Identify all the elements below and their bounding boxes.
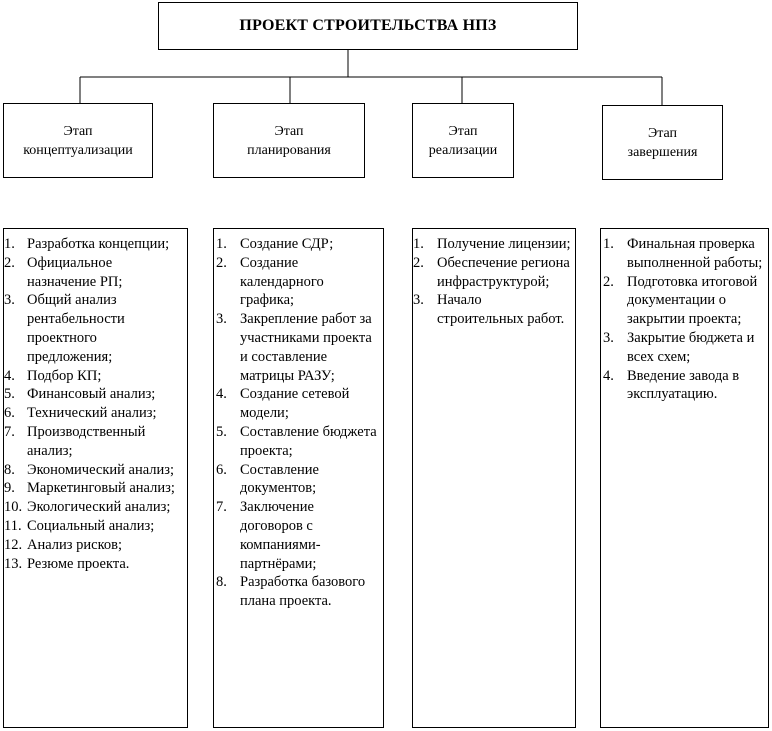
item-text: Создание сетевой модели; — [240, 386, 350, 422]
list-item — [216, 461, 377, 499]
task-list — [216, 235, 377, 611]
list-item — [4, 536, 183, 555]
item-number: 1. — [216, 236, 227, 252]
item-text: Финансовый анализ; — [27, 386, 156, 403]
list-item — [4, 254, 183, 292]
item-number: 4. — [4, 367, 15, 384]
item-text: Заключение договоров с компаниями-партнёрами; — [240, 499, 321, 572]
project-title: ПРОЕКТ СТРОИТЕЛЬСТВА НПЗ — [239, 17, 497, 34]
item-number: 10. — [4, 499, 23, 516]
list-item — [216, 235, 377, 254]
item-text: Создание СДР; — [240, 236, 334, 252]
item-number: 7. — [216, 499, 227, 516]
list-item — [216, 498, 377, 573]
stage-label-line1: Этап — [448, 123, 478, 139]
item-number: 5. — [4, 386, 15, 403]
list-item — [4, 498, 183, 517]
list-item — [216, 310, 377, 385]
list-item — [4, 291, 183, 366]
item-text: Резюме проекта. — [27, 555, 130, 572]
item-text: Составление документов; — [240, 461, 319, 497]
item-text: Закрытие бюджета и всех схем; — [627, 329, 755, 365]
item-number: 3. — [603, 329, 614, 346]
item-number: 2. — [216, 254, 227, 271]
list-item — [603, 273, 764, 329]
list-item — [4, 517, 183, 536]
task-list — [603, 235, 764, 404]
item-number: 2. — [413, 254, 424, 271]
item-text: Маркетинговый анализ; — [27, 480, 175, 497]
stage-label-line1: Этап — [647, 125, 678, 141]
task-list — [4, 235, 183, 573]
stage-label-line2: концептуализации — [23, 142, 133, 158]
item-number: 11. — [4, 517, 22, 534]
item-number: 1. — [603, 236, 614, 252]
list-item — [4, 555, 183, 574]
item-text: Экономический анализ; — [27, 461, 175, 478]
item-text: Разработка базового плана проекта. — [240, 574, 366, 610]
list-item — [4, 479, 183, 498]
item-text: Подготовка итоговой документации о закрытии проекта; — [627, 273, 758, 328]
stage-header-implementation — [412, 103, 514, 178]
item-text: Начало строительных работ. — [437, 292, 565, 328]
item-number: 1. — [413, 236, 424, 252]
item-number: 6. — [4, 405, 15, 422]
list-item — [216, 423, 377, 461]
list-item — [4, 367, 183, 386]
item-number: 3. — [413, 292, 424, 309]
stage-header-completion — [602, 105, 723, 180]
list-item — [216, 254, 377, 310]
stage-header-planning — [213, 103, 365, 178]
list-item — [413, 254, 571, 292]
item-number: 8. — [4, 461, 15, 478]
item-number: 4. — [216, 386, 227, 403]
list-item — [4, 404, 183, 423]
item-text: Разработка концепции; — [27, 236, 170, 252]
item-text: Закрепление работ за участниками проекта и составление матрицы РАЗУ; — [240, 311, 372, 384]
list-item — [4, 235, 183, 254]
list-item — [4, 461, 183, 480]
item-text: Анализ рисков; — [27, 536, 123, 553]
item-text: Общий анализ рентабельности проектного предложения; — [27, 292, 125, 365]
stage-label-line2: завершения — [627, 144, 698, 160]
item-number: 3. — [4, 292, 15, 309]
stage-label-line2: реализации — [428, 142, 498, 158]
list-item — [216, 385, 377, 423]
item-number: 12. — [4, 536, 23, 553]
stage-tasks-planning — [213, 228, 384, 728]
item-number: 1. — [4, 236, 15, 252]
item-text: Подбор КП; — [27, 367, 102, 384]
item-text: Составление бюджета проекта; — [240, 423, 377, 459]
list-item — [603, 329, 764, 367]
stage-tasks-implementation — [412, 228, 576, 728]
list-item — [4, 423, 183, 461]
list-item — [603, 235, 764, 273]
list-item — [603, 367, 764, 405]
item-text: Обеспечение региона инфраструктурой; — [437, 254, 570, 290]
item-number: 6. — [216, 461, 227, 478]
stage-tasks-conceptualization — [3, 228, 188, 728]
item-text: Финальная проверка выполненной работы; — [627, 236, 763, 271]
item-number: 8. — [216, 574, 227, 591]
item-text: Производственный анализ; — [27, 423, 146, 459]
item-text: Технический анализ; — [27, 405, 157, 422]
item-number: 13. — [4, 555, 23, 572]
item-text: Экологический анализ; — [27, 499, 171, 516]
item-number: 4. — [603, 367, 614, 384]
item-number: 7. — [4, 423, 15, 440]
project-title-box — [158, 2, 578, 50]
item-number: 2. — [603, 273, 614, 290]
item-text: Официальное назначение РП; — [27, 254, 123, 290]
stage-label-line1: Этап — [63, 123, 93, 139]
item-number: 2. — [4, 254, 15, 271]
stage-header-conceptualization — [3, 103, 153, 178]
list-item — [413, 235, 571, 254]
task-list — [413, 235, 571, 329]
item-number: 9. — [4, 480, 15, 497]
item-text: Создание календарного графика; — [240, 254, 324, 309]
list-item — [4, 385, 183, 404]
item-text: Социальный анализ; — [27, 517, 155, 534]
item-number: 3. — [216, 311, 227, 328]
item-number: 5. — [216, 423, 227, 440]
item-text: Введение завода в эксплуатацию. — [627, 367, 740, 403]
stage-label-line1: Этап — [274, 123, 304, 139]
list-item — [413, 291, 571, 329]
stage-label-line2: планирования — [247, 142, 331, 158]
stage-tasks-completion — [600, 228, 769, 728]
item-text: Получение лицензии; — [437, 236, 571, 252]
list-item — [216, 573, 377, 611]
